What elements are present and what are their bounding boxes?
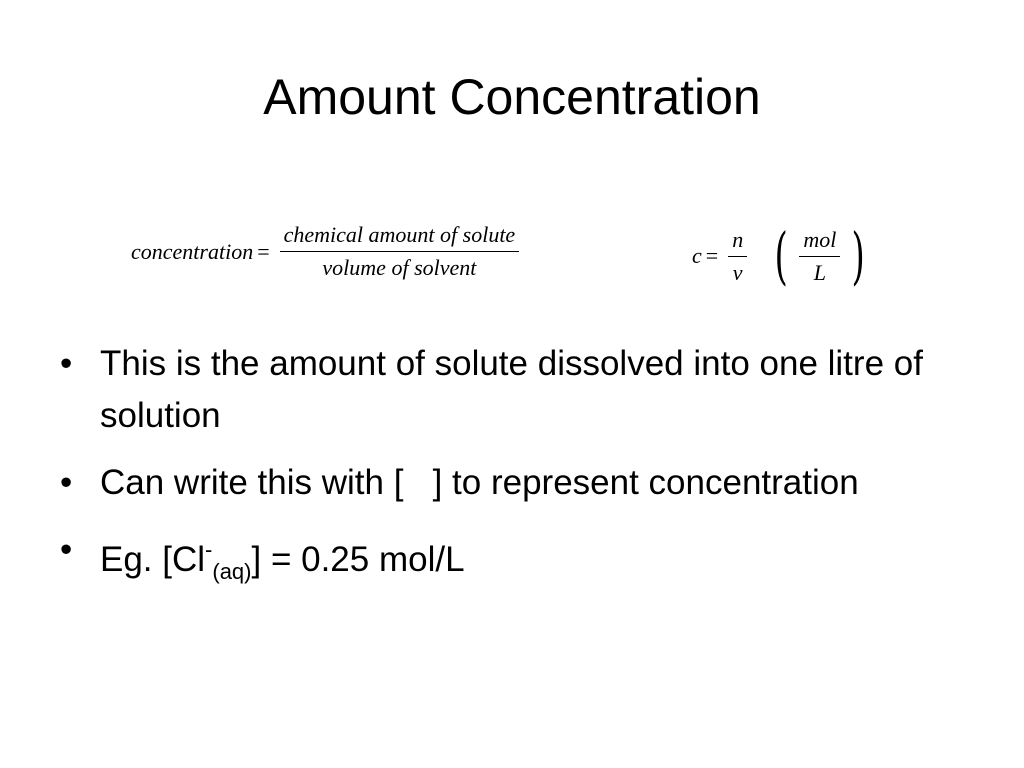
short-fraction — [728, 227, 747, 286]
example-prefix: Eg. [Cl — [100, 540, 206, 579]
equals-sign: = — [257, 238, 270, 264]
short-numerator: n — [728, 227, 747, 257]
formula-denominator: volume of solvent — [322, 255, 477, 280]
formula-lhs: concentration — [131, 238, 254, 264]
bullet-dot: • — [60, 463, 73, 502]
unit-numerator: mol — [799, 227, 840, 257]
unit-expression — [769, 218, 870, 294]
bullet-item — [60, 457, 980, 509]
slide-title: Amount Concentration — [263, 69, 761, 125]
concentration-formula — [131, 222, 525, 281]
bullet-text: Can write this with [ ] to represent concentration — [100, 463, 859, 502]
bullet-dot: • — [60, 344, 73, 383]
bullet-dot: • — [60, 530, 73, 569]
bullet-item-example — [60, 524, 980, 598]
short-formula-lhs: c — [692, 243, 702, 268]
unit-fraction — [799, 227, 840, 286]
formula-numerator: chemical amount of solute — [280, 222, 520, 252]
short-equals-sign: = — [705, 243, 719, 268]
left-paren: ( — [774, 219, 788, 292]
right-paren: ) — [851, 219, 866, 292]
bullet-item — [60, 338, 980, 442]
short-denominator: v — [732, 259, 743, 285]
example-suffix: ] = 0.25 mol/L — [251, 540, 465, 579]
short-formula — [692, 218, 871, 294]
bullet-text: This is the amount of solute dissolved into one litre of solution — [100, 344, 923, 435]
example-subscript: (aq) — [212, 559, 252, 584]
bullet-list — [60, 338, 980, 613]
example-superscript: - — [205, 537, 213, 562]
unit-denominator: L — [813, 259, 827, 285]
formula-row — [0, 212, 1024, 302]
formula-fraction — [280, 222, 520, 281]
